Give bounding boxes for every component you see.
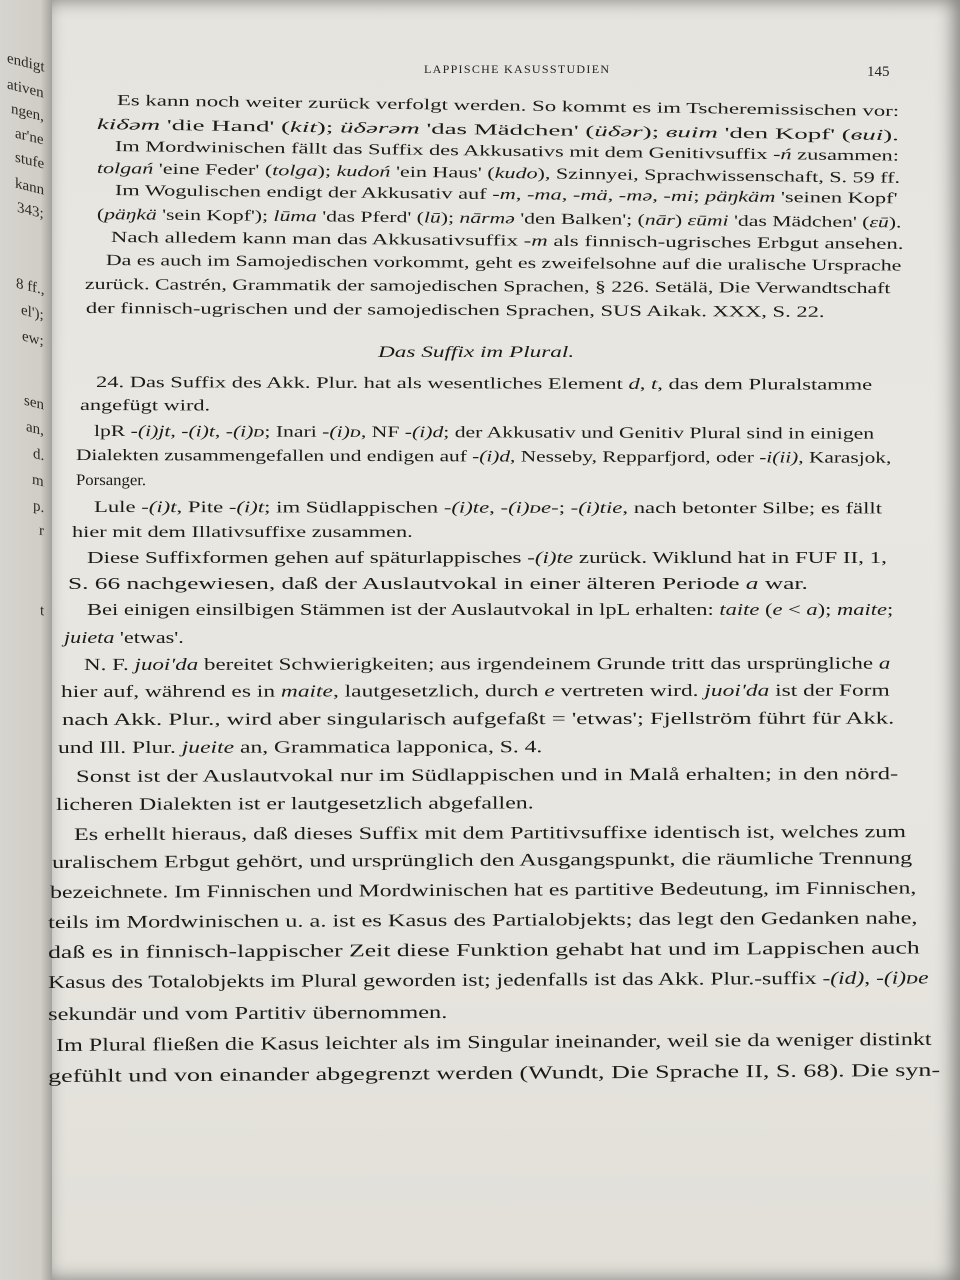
previous-page-edge	[0, 0, 58, 1280]
text-line: hier auf, während es in maite, lautgesetzlich, durch e vertreten wird. juoi'da ist der Form	[61, 680, 890, 701]
margin-fragment: p.	[32, 497, 44, 517]
text-line: licheren Dialekten ist er lautgesetzlich abgefallen.	[56, 792, 534, 814]
margin-fragment: an,	[26, 418, 44, 440]
text-line: Kasus des Totalobjekts im Plural geworden ist; jedenfalls ist das Akk. Plur.-suffix -(id), -(i)ᴅe	[48, 967, 929, 992]
text-line: Bei einigen einsilbigen Stämmen ist der Auslautvokal in lpL erhalten: taite (e < a); maite;	[87, 600, 894, 619]
margin-fragment: 343;	[17, 199, 44, 223]
margin-fragment: kann	[14, 175, 44, 199]
section-heading: Das Suffix im Plural.	[378, 344, 575, 361]
margin-fragment: t	[39, 602, 44, 620]
text-line: sekundär und vom Partitiv übernommen.	[48, 1001, 448, 1024]
text-line: Es erhellt hieraus, daß dieses Suffix mit dem Partitivsuffixe identisch ist, welches zum	[74, 821, 907, 844]
text-line: tolgań 'eine Feder' (tolga); kudoń 'ein Haus' (kudo), Szinnyei, Sprachwissenschaft, S. 59 ff.	[96, 160, 901, 187]
text-line: S. 66 nachgewiesen, daß der Auslautvokal in einer älteren Periode a war.	[68, 574, 808, 593]
text-line: Dialekten zusammengefallen und endigen auf -(i)d, Nesseby, Repparfjord, oder -i(ii), Karasjok,	[75, 447, 892, 467]
text-line: daß es in finnisch-lappischer Zeit diese Funktion gehabt hat und im Lappischen auch	[48, 937, 920, 962]
text-line: Im Mordwinischen fällt das Suffix des Akkusativs mit dem Genitivsuffix -ń zusammen:	[114, 138, 900, 165]
book-page	[48, 0, 960, 1280]
text-line: kiδəm 'die Hand' (kit); üδərəm 'das Mädchen' (üδər); вuim 'den Kopf' (вui).	[96, 116, 900, 145]
text-line: Porsanger.	[75, 472, 147, 490]
text-line: bezeichnete. Im Finnischen und Mordwinischen hat es partitive Bedeutung, im Finnischen,	[50, 877, 917, 902]
margin-fragment: el');	[21, 302, 44, 324]
text-line: Im Plural fließen die Kasus leichter als im Singular ineinander, weil sie da weniger distinkt	[56, 1028, 932, 1055]
margin-fragment: ew;	[22, 328, 44, 350]
text-line: (päŋkä 'sein Kopf'); lūma 'das Pferd' (lū); nārmə 'den Balken'; (nār) εūmi 'das Mädchen' (εū).	[96, 206, 902, 232]
text-line: der finnisch-ugrischen und der samojedischen Sprachen, SUS Aikak. XXX, S. 22.	[85, 300, 825, 321]
text-line: hier mit dem Illativsuffixe zusammen.	[72, 523, 413, 541]
text-line: Sonst ist der Auslautvokal nur im Südlappischen und in Malå erhalten; in den nörd-	[76, 763, 899, 786]
text-line: Da es auch im Samojedischen vorkommt, geht es zweifelsohne auf die uralische Ursprache	[105, 252, 902, 275]
text-line: Diese Suffixformen gehen auf späturlappisches -(i)te zurück. Wiklund hat in FUF II, 1,	[87, 548, 887, 567]
margin-fragment: ngen,	[11, 100, 44, 126]
text-line: gefühlt und von einander abgegrenzt werden (Wundt, Die Sprache II, S. 68). Die syn-	[48, 1059, 941, 1086]
text-line: Nach alledem kann man das Akkusativsuffix -m als finnisch-ugrisches Erbgut ansehen.	[110, 229, 904, 253]
running-head: LAPPISCHE KASUSSTUDIEN	[424, 62, 611, 76]
text-line: angefügt wird.	[79, 397, 211, 415]
text-line: Im Wogulischen endigt der Akkusativ auf -m, -ma, -mä, -mə, -mi; päŋkäm 'seinen Kopf'	[114, 182, 898, 208]
text-line: Es kann noch weiter zurück verfolgt werden. So kommt es im Tscheremissischen vor:	[116, 92, 900, 120]
text-line: nach Akk. Plur., wird aber singularisch aufgefaßt = 'etwas'; Fjellström führt für Akk.	[62, 708, 895, 729]
margin-fragment: m	[32, 471, 44, 491]
margin-fragment: r	[39, 522, 44, 540]
margin-fragment: sen	[24, 392, 44, 414]
text-line: uralischem Erbgut gehört, und ursprünglich den Ausgangspunkt, die räumliche Trennung	[52, 847, 913, 872]
margin-fragment: d.	[32, 445, 44, 465]
text-line: 24. Das Suffix des Akk. Plur. hat als wesentliches Element d, t, das dem Pluralstamme	[95, 374, 873, 394]
text-line: lpR -(i)jt, -(i)t, -(i)ᴅ; Inari -(i)ᴅ, NF -(i)d; der Akkusativ und Genitiv Plural sind in einigen	[93, 423, 875, 443]
margin-fragment: endigt	[6, 50, 44, 76]
text-line: juieta 'etwas'.	[64, 628, 184, 647]
margin-fragment: ativen	[7, 76, 44, 102]
margin-fragment: ar'ne	[15, 125, 44, 149]
page-number: 145	[867, 64, 890, 80]
text-line: Lule -(i)t, Pite -(i)t; im Südlappischen -(i)te, -(i)ᴅe-; -(i)tie, nach betonter Silbe; es fällt	[93, 498, 883, 518]
text-line: und Ill. Plur. jueite an, Grammatica lapponica, S. 4.	[58, 737, 543, 757]
text-line: zurück. Castrén, Grammatik der samojedischen Sprachen, § 226. Setälä, Die Verwandtschaft	[84, 276, 891, 298]
margin-fragment: 8 ff.,	[15, 275, 44, 299]
text-line: N. F. juoi'da bereitet Schwierigkeiten; aus irgendeinem Grunde tritt das ursprüngliche a	[84, 653, 891, 674]
margin-fragment: stufe	[14, 149, 44, 173]
text-line: teils im Mordwinischen u. a. ist es Kasus des Partialobjekts; das legt den Gedanken nahe,	[48, 907, 918, 932]
